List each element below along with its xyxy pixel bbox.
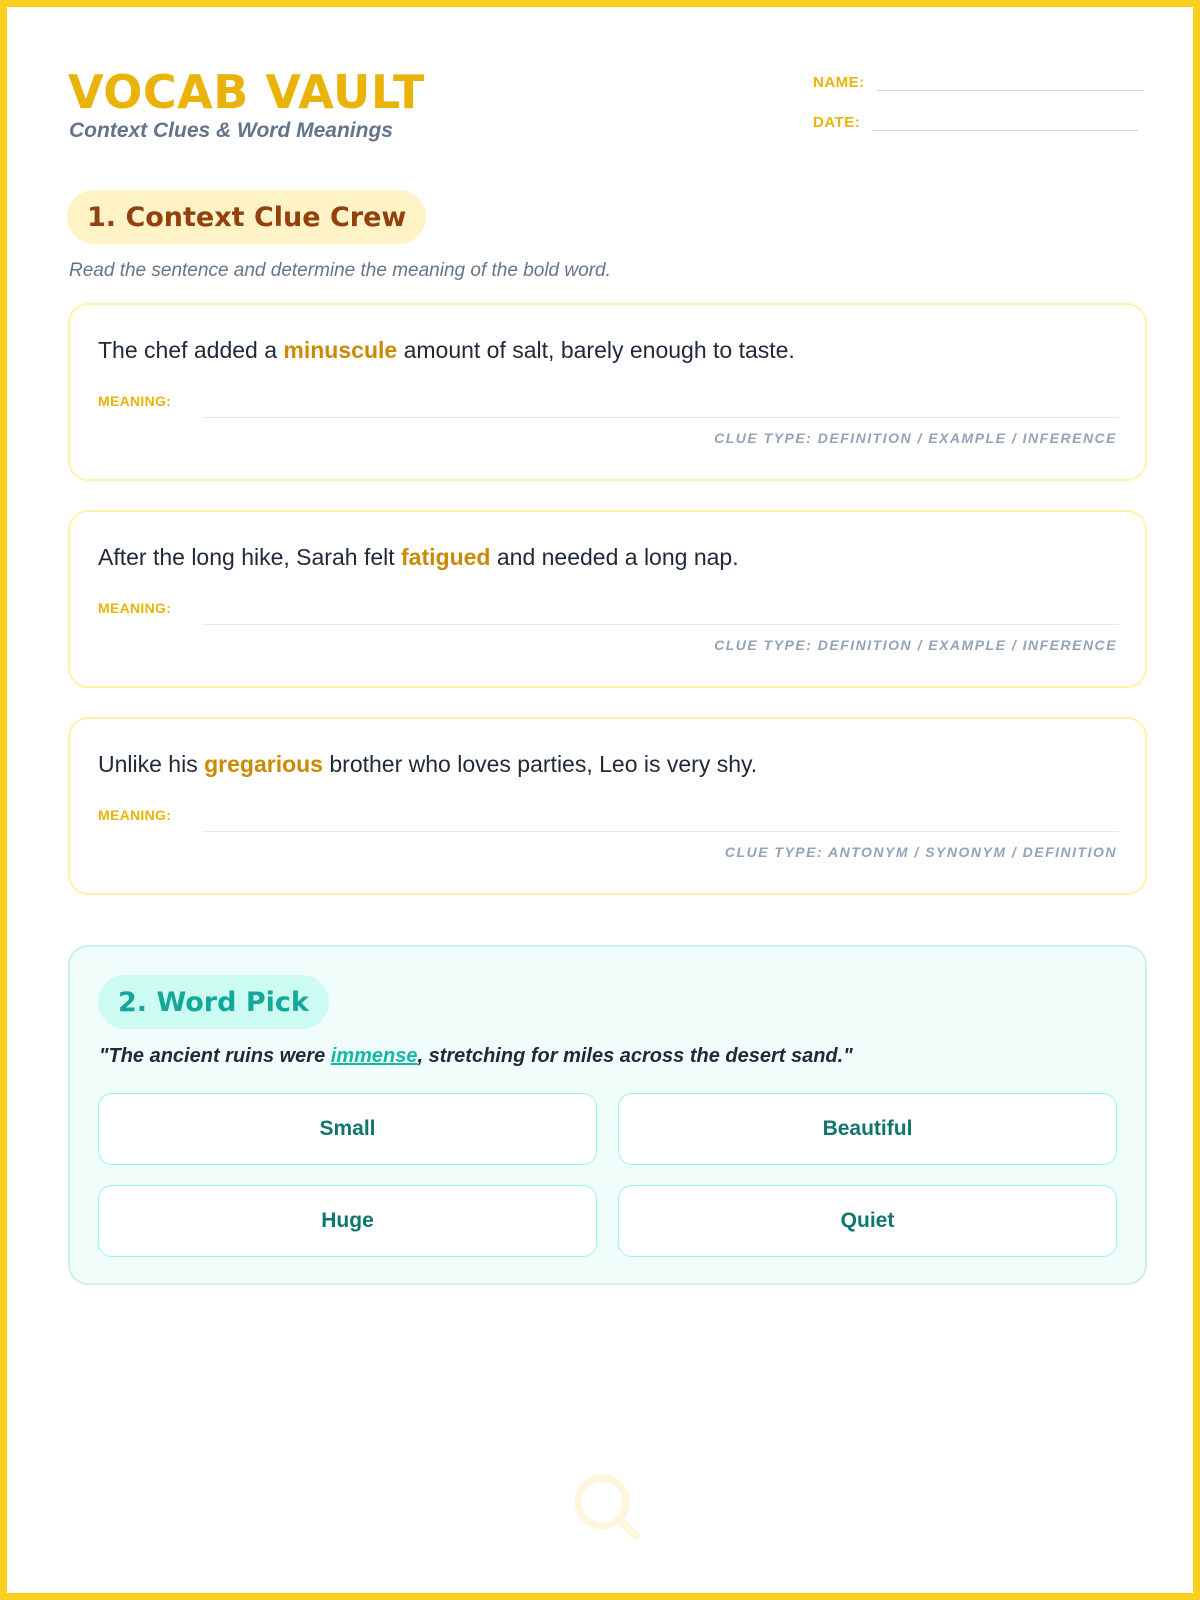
page-title: VOCAB VAULT [68,65,425,119]
header [68,65,1148,155]
name-label: NAME: [813,74,865,91]
word-pick-quote: "The ancient ruins were immense, stretching for miles across the desert sand." [99,1045,853,1067]
clue-type: CLUE TYPE: ANTONYM / SYNONYM / DEFINITION [724,844,1117,860]
meaning-label: MEANING: [98,393,172,409]
keyword: fatigued [401,544,491,570]
clue-type: CLUE TYPE: DEFINITION / EXAMPLE / INFERENCE [714,430,1117,446]
meaning-answer-line[interactable] [203,624,1119,625]
section1-title: 1. Context Clue Crew [67,190,426,244]
keyword: minuscule [283,337,398,363]
name-field[interactable] [813,73,1143,91]
meaning-label: MEANING: [98,807,172,823]
meaning-answer-line[interactable] [203,417,1119,418]
clue-card-1 [68,303,1147,481]
option-huge[interactable]: Huge [98,1185,597,1257]
meaning-answer-line[interactable] [203,831,1119,832]
clue-sentence: Unlike his gregarious brother who loves parties, Leo is very shy. [98,751,758,777]
option-beautiful[interactable]: Beautiful [618,1093,1117,1165]
name-line[interactable] [877,73,1143,91]
word-pick-section [68,945,1147,1285]
magnifying-glass-icon [572,1472,644,1544]
section1-instructions: Read the sentence and determine the meaning of the bold word. [69,260,611,281]
section2-title: 2. Word Pick [98,975,329,1029]
meaning-label: MEANING: [98,600,172,616]
keyword: gregarious [204,751,323,777]
clue-sentence: After the long hike, Sarah felt fatigued and needed a long nap. [98,544,739,570]
clue-sentence: The chef added a minuscule amount of salt, barely enough to taste. [98,337,795,363]
clue-card-2 [68,510,1147,688]
clue-type: CLUE TYPE: DEFINITION / EXAMPLE / INFERENCE [714,637,1117,653]
date-field[interactable] [813,113,1138,131]
option-small[interactable]: Small [98,1093,597,1165]
date-label: DATE: [813,114,861,131]
option-quiet[interactable]: Quiet [618,1185,1117,1257]
page-subtitle: Context Clues & Word Meanings [69,119,393,142]
keyword: immense [330,1045,418,1067]
date-line[interactable] [872,113,1138,131]
clue-card-3 [68,717,1147,895]
